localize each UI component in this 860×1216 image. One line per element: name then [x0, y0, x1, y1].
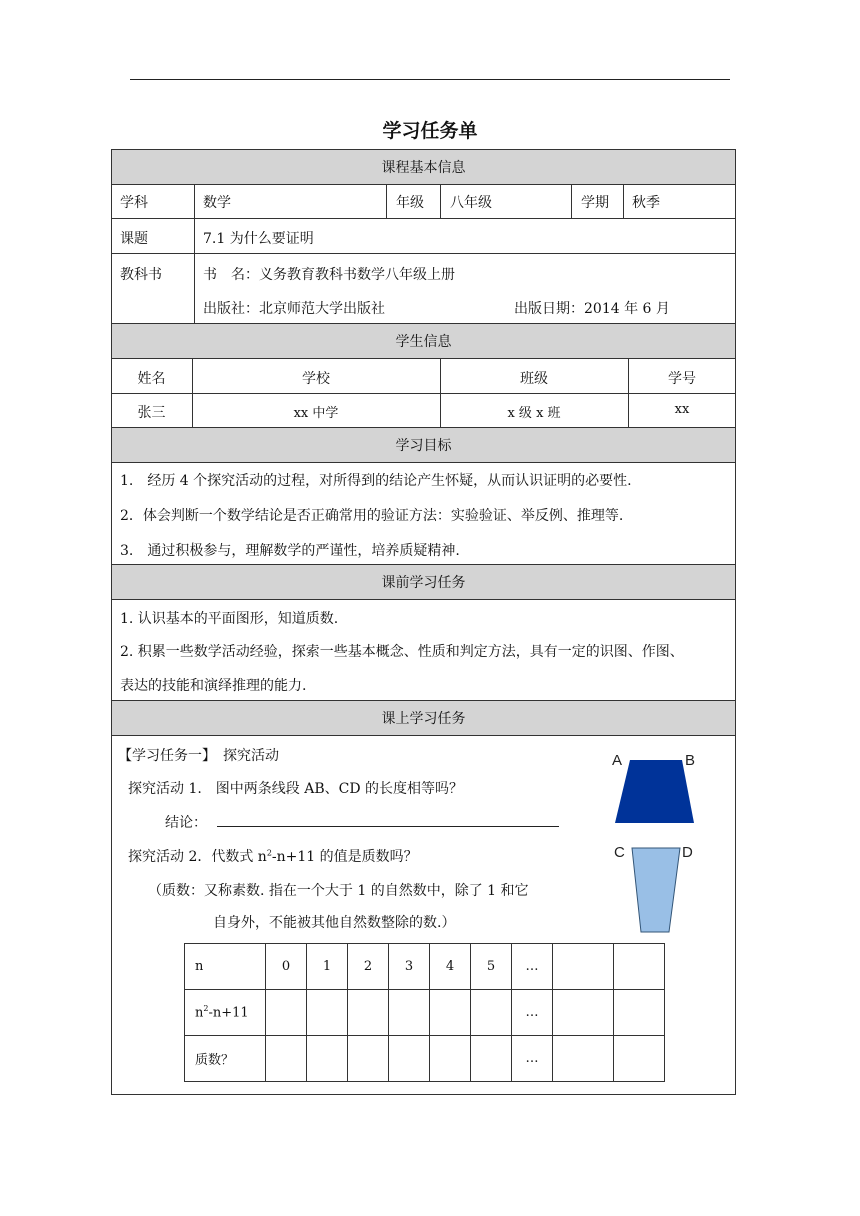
value-cell[interactable]: [348, 990, 389, 1036]
subject-value: 数学: [203, 195, 231, 211]
activity-2-question: 探究活动 2．代数式 $n^2-n+11$ 的值是质数吗？: [128, 848, 418, 865]
label-d: D: [682, 844, 693, 861]
value-cell[interactable]: [430, 990, 471, 1036]
textbook-label: 教科书: [120, 267, 162, 283]
trapezoid-ab: [615, 760, 694, 823]
n-value: 0: [266, 944, 307, 990]
subject-label: 学科: [120, 195, 148, 211]
prime-note-line-2: 自身外，不能被其他自然数整除的数.）: [213, 915, 456, 931]
n-value: 1: [307, 944, 348, 990]
grade-label: 年级: [396, 195, 424, 211]
goal-item-2: 2．体会判断一个数学结论是否正确常用的验证方法：实验验证、举反例、推理等.: [120, 508, 624, 524]
textbook-publisher: 出版社：北京师范大学出版社: [203, 301, 385, 317]
student-class: x 级 x 班: [507, 406, 561, 421]
value-cell[interactable]: [266, 990, 307, 1036]
blank-cell[interactable]: [614, 990, 665, 1036]
prime-note-line-1: （质数：又称素数. 指在一个大于 1 的自然数中，除了 1 和它: [148, 883, 529, 899]
n-value: 3: [389, 944, 430, 990]
section-header-student-info: 学生信息: [111, 323, 736, 359]
blank-cell[interactable]: [553, 1036, 614, 1082]
conclusion-label: 结论：: [165, 815, 207, 831]
activity-1-question: 探究活动 1. 图中两条线段 AB、CD 的长度相等吗？: [128, 781, 464, 797]
label-a: A: [612, 752, 623, 769]
prime-ellipsis: …: [512, 1036, 553, 1082]
student-school: xx 中学: [293, 406, 339, 421]
student-name: 张三: [137, 405, 166, 421]
value-cell[interactable]: [389, 990, 430, 1036]
term-value: 秋季: [632, 195, 660, 211]
topic-label: 课题: [120, 231, 148, 247]
prime-cell[interactable]: [430, 1036, 471, 1082]
prime-check-table: [184, 943, 665, 1082]
textbook-name: 书 名：义务教育教科书数学八年级上册: [203, 267, 455, 283]
blank-cell[interactable]: [553, 990, 614, 1036]
value-cell[interactable]: [307, 990, 348, 1036]
row-label-n: n: [185, 944, 266, 990]
table-row: [185, 944, 665, 990]
header-rule: [130, 79, 730, 80]
student-col-school: 学校: [302, 371, 330, 387]
label-b: B: [685, 752, 696, 769]
blank-cell[interactable]: [553, 944, 614, 990]
table-row: [185, 990, 665, 1036]
trapezoid-cd: [632, 848, 680, 932]
blank-cell[interactable]: [614, 944, 665, 990]
student-id: xx: [674, 402, 690, 417]
student-col-class: 班级: [520, 371, 548, 387]
row-label-expression: $n^2-n+11$: [185, 990, 266, 1036]
n-value: 2: [348, 944, 389, 990]
row-label-prime: 质数？: [185, 1036, 266, 1082]
student-col-name: 姓名: [137, 371, 166, 387]
prime-cell[interactable]: [348, 1036, 389, 1082]
term-label: 学期: [581, 195, 609, 211]
page-title: 学习任务单: [382, 120, 478, 142]
table-row: [185, 1036, 665, 1082]
textbook-pub-date: 出版日期：2014 年 6 月: [514, 301, 670, 317]
grade-value: 八年级: [450, 195, 492, 211]
pre-task-item-1: 1. 认识基本的平面图形，知道质数.: [120, 611, 339, 627]
value-cell[interactable]: [471, 990, 512, 1036]
goal-item-3: 3. 通过积极参与，理解数学的严谨性，培养质疑精神.: [120, 543, 460, 559]
n-value: 5: [471, 944, 512, 990]
n-value: 4: [430, 944, 471, 990]
section-header-goals: 学习目标: [111, 427, 736, 463]
goal-item-1: 1. 经历 4 个探究活动的过程，对所得到的结论产生怀疑，从而认识证明的必要性.: [120, 473, 632, 489]
conclusion-answer-line[interactable]: [217, 826, 559, 827]
pre-task-item-2-cont: 表达的技能和演绎推理的能力.: [120, 678, 307, 694]
pre-task-item-2: 2. 积累一些数学活动经验，探索一些基本概念、性质和判定方法，具有一定的识图、作图、: [120, 644, 684, 660]
blank-cell[interactable]: [614, 1036, 665, 1082]
section-header-course-info: 课程基本信息: [111, 149, 736, 185]
student-col-id: 学号: [668, 371, 696, 387]
section-header-pre-tasks: 课前学习任务: [111, 564, 736, 600]
expression-ellipsis: …: [512, 990, 553, 1036]
prime-cell[interactable]: [307, 1036, 348, 1082]
label-c: C: [614, 844, 625, 861]
n-ellipsis: …: [512, 944, 553, 990]
prime-cell[interactable]: [471, 1036, 512, 1082]
section-header-class-tasks: 课上学习任务: [111, 700, 736, 736]
topic-value: 7.1 为什么要证明: [203, 231, 314, 247]
task1-title: 【学习任务一】 探究活动: [118, 748, 279, 764]
prime-cell[interactable]: [389, 1036, 430, 1082]
prime-cell[interactable]: [266, 1036, 307, 1082]
trapezoid-figure: [600, 745, 720, 940]
